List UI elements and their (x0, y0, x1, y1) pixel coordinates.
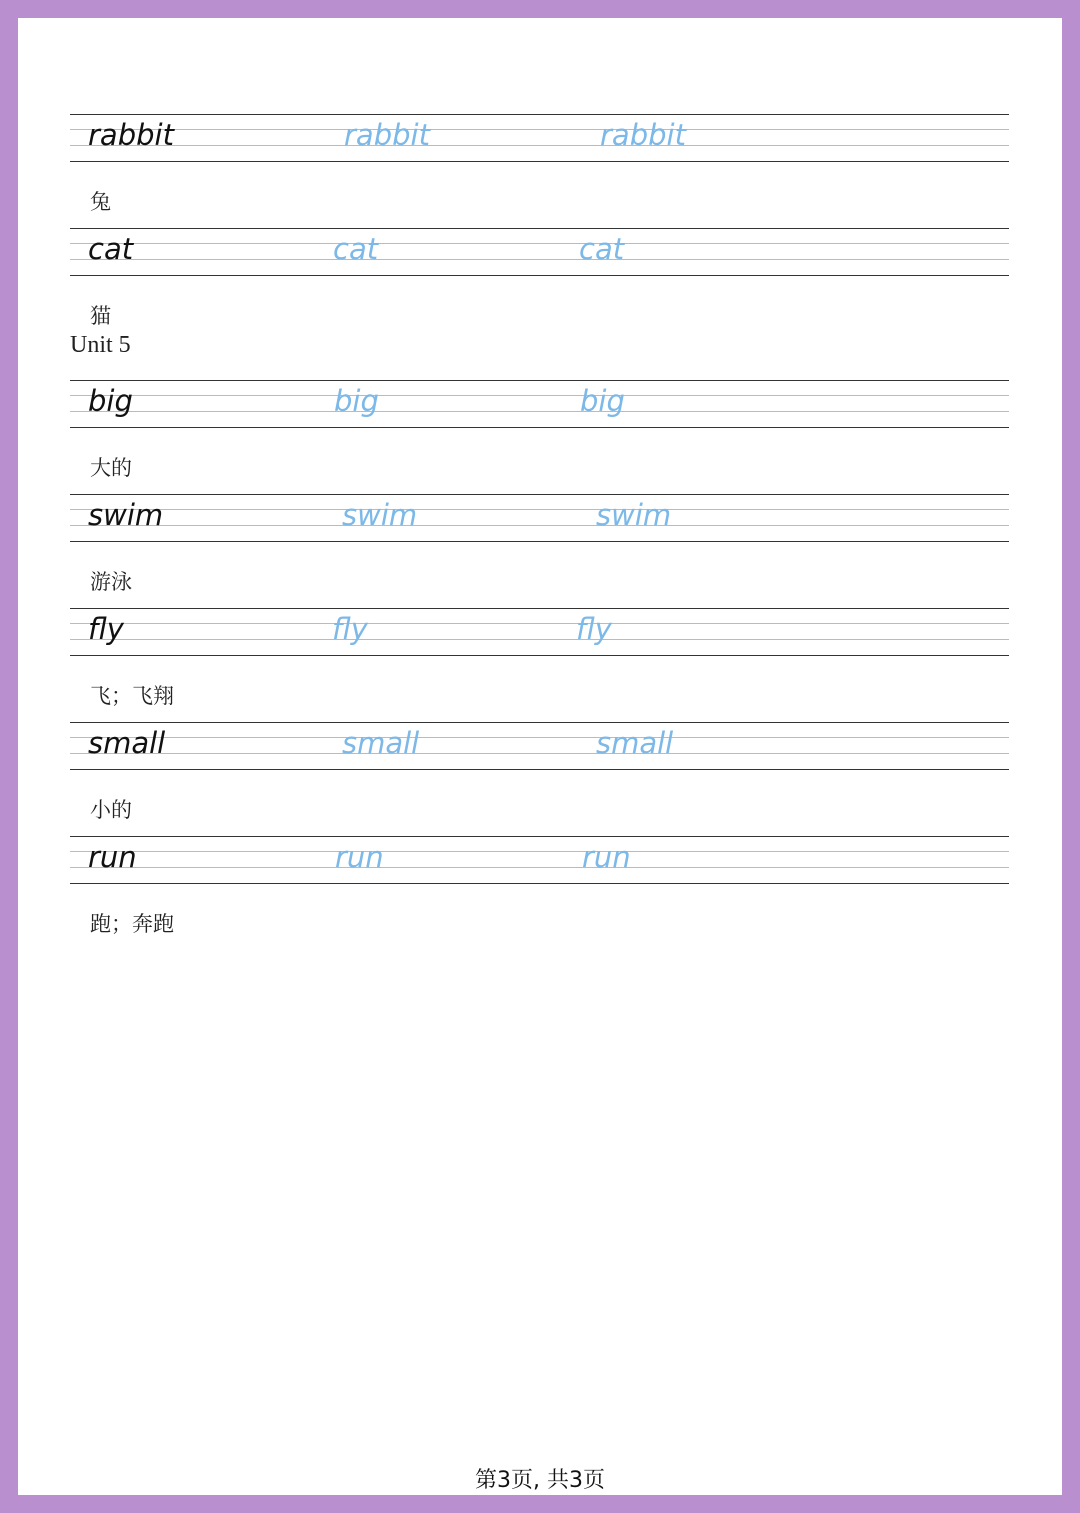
trace-word: swim (342, 498, 418, 532)
line (70, 380, 1009, 381)
writing-row-swim (70, 494, 1009, 542)
trace-word: run (335, 840, 384, 874)
line (70, 722, 1009, 723)
word: fly (88, 612, 124, 646)
line (70, 129, 1009, 130)
translation: 飞；飞翔 (90, 684, 174, 708)
line (70, 243, 1009, 244)
translation: 猫 (90, 304, 111, 328)
line (70, 275, 1009, 276)
page-footer: 第3页, 共3页 (475, 1468, 605, 1493)
trace-word: big (334, 384, 379, 418)
trace-word: fly (332, 612, 368, 646)
trace-word: run (582, 840, 631, 874)
translation: 兔 (90, 190, 111, 214)
translation: 游泳 (90, 570, 132, 594)
line (70, 228, 1009, 229)
line (70, 623, 1009, 624)
translation: 小的 (90, 798, 132, 822)
word: big (88, 384, 133, 418)
trace-word: small (342, 726, 420, 760)
translation: 跑；奔跑 (90, 912, 174, 936)
line (70, 541, 1009, 542)
line (70, 639, 1009, 640)
line (70, 836, 1009, 837)
word: run (88, 840, 137, 874)
writing-row-fly (70, 608, 1009, 656)
line (70, 851, 1009, 852)
writing-row-big (70, 380, 1009, 428)
line (70, 395, 1009, 396)
line (70, 769, 1009, 770)
trace-word: fly (576, 612, 612, 646)
line (70, 114, 1009, 115)
trace-word: cat (333, 232, 379, 266)
word: swim (88, 498, 164, 532)
line (70, 509, 1009, 510)
worksheet-page (18, 18, 1062, 1495)
line (70, 883, 1009, 884)
word: cat (88, 232, 134, 266)
translation: 大的 (90, 456, 132, 480)
writing-row-run (70, 836, 1009, 884)
trace-word: cat (579, 232, 625, 266)
line (70, 259, 1009, 260)
trace-word: rabbit (600, 118, 686, 152)
trace-word: small (596, 726, 674, 760)
writing-row-cat (70, 228, 1009, 276)
line (70, 737, 1009, 738)
trace-word: big (580, 384, 625, 418)
line (70, 145, 1009, 146)
line (70, 411, 1009, 412)
word: small (88, 726, 166, 760)
line (70, 525, 1009, 526)
unit-heading: Unit 5 (70, 332, 131, 358)
word: rabbit (88, 118, 174, 152)
trace-word: swim (596, 498, 672, 532)
line (70, 867, 1009, 868)
line (70, 753, 1009, 754)
line (70, 427, 1009, 428)
line (70, 161, 1009, 162)
writing-row-rabbit (70, 114, 1009, 162)
trace-word: rabbit (344, 118, 430, 152)
writing-row-small (70, 722, 1009, 770)
line (70, 494, 1009, 495)
line (70, 608, 1009, 609)
line (70, 655, 1009, 656)
